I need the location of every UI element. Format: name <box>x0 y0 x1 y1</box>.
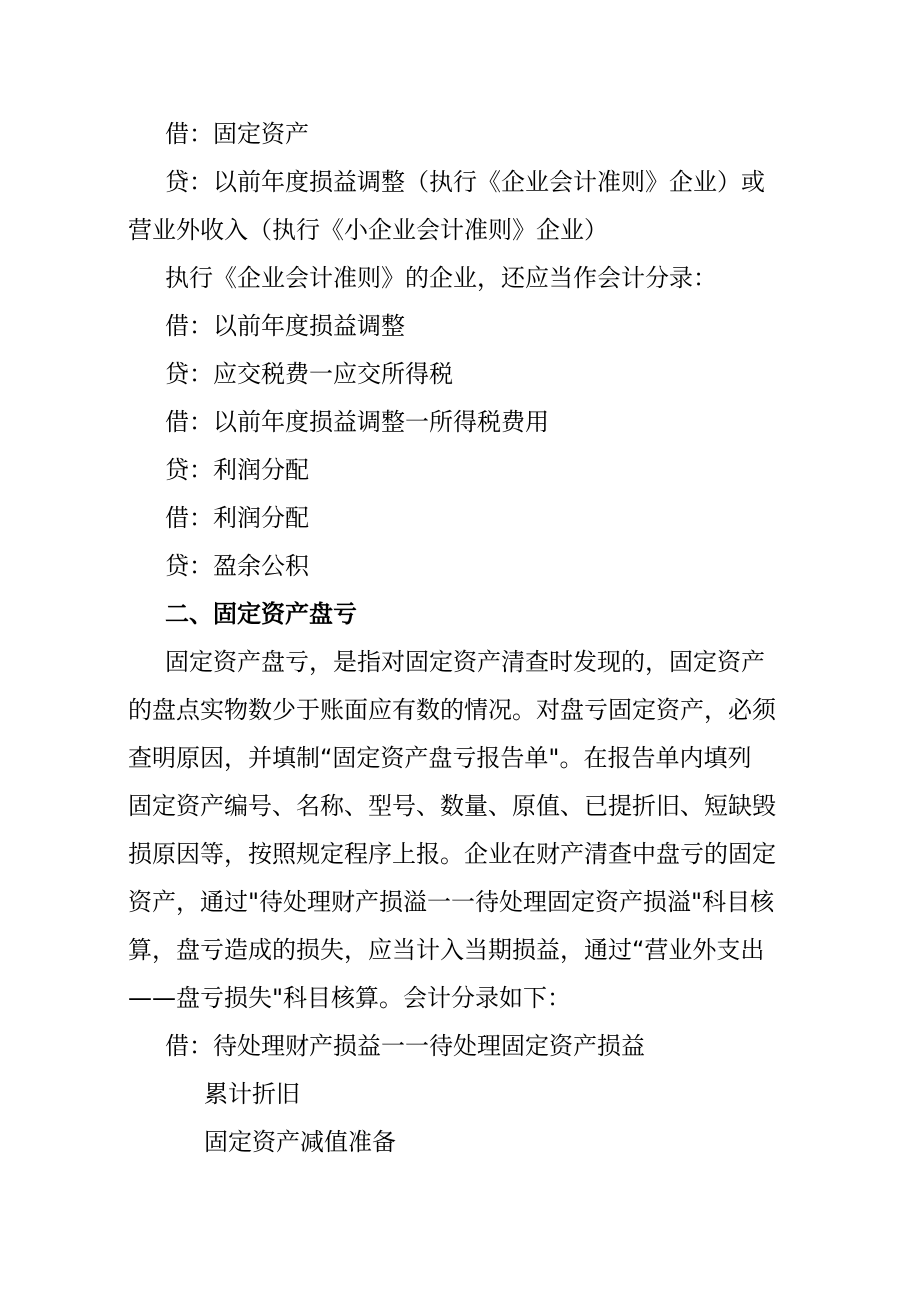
paragraph-enterprise-standard: 执行《企业会计准则》的企业，还应当作会计分录： <box>165 264 717 292</box>
entry-debit-profit-distribution: 借：利润分配 <box>165 504 309 532</box>
paragraph-line-1: 固定资产盘亏，是指对固定资产清查时发现的，固定资产 <box>165 648 765 676</box>
section-heading: 二、固定资产盘亏 <box>165 600 357 628</box>
entry-debit-pending-loss: 借：待处理财产损益一一待处理固定资产损益 <box>165 1032 645 1060</box>
entry-credit-surplus-reserve: 贷：盈余公积 <box>165 552 309 580</box>
entry-credit-income-tax-payable: 贷：应交税费一应交所得税 <box>165 360 453 388</box>
entry-credit-prior-year-adjustment: 贷：以前年度损益调整（执行《企业会计准则》企业）或 <box>165 168 765 196</box>
entry-debit-prior-year-adjustment: 借：以前年度损益调整 <box>165 312 405 340</box>
paragraph-line-7: 算，盘亏造成的损失，应当计入当期损益，通过“营业外支出 <box>128 936 765 964</box>
entry-debit-income-tax-expense: 借：以前年度损益调整一所得税费用 <box>165 408 549 436</box>
paragraph-line-4: 固定资产编号、名称、型号、数量、原值、已提折旧、短缺毁 <box>128 792 776 820</box>
paragraph-line-3: 查明原因，并填制“固定资产盘亏报告单"。在报告单内填列 <box>128 744 752 772</box>
paragraph-line-6: 资产，通过"待处理财产损溢一一待处理固定资产损溢"科目核 <box>128 888 775 916</box>
entry-debit-impairment-provision: 固定资产减值准备 <box>204 1128 396 1156</box>
entry-debit-accumulated-depreciation: 累计折旧 <box>204 1080 300 1108</box>
entry-credit-continuation: 营业外收入（执行《小企业会计准则》企业） <box>128 216 608 244</box>
entry-credit-profit-distribution: 贷：利润分配 <box>165 456 309 484</box>
paragraph-line-2: 的盘点实物数少于账面应有数的情况。对盘亏固定资产，必须 <box>128 696 776 724</box>
paragraph-line-8: ——盘亏损失"科目核算。会计分录如下： <box>128 984 572 1012</box>
paragraph-line-5: 损原因等，按照规定程序上报。企业在财产清查中盘亏的固定 <box>128 840 776 868</box>
entry-debit-fixed-assets: 借：固定资产 <box>165 120 309 148</box>
